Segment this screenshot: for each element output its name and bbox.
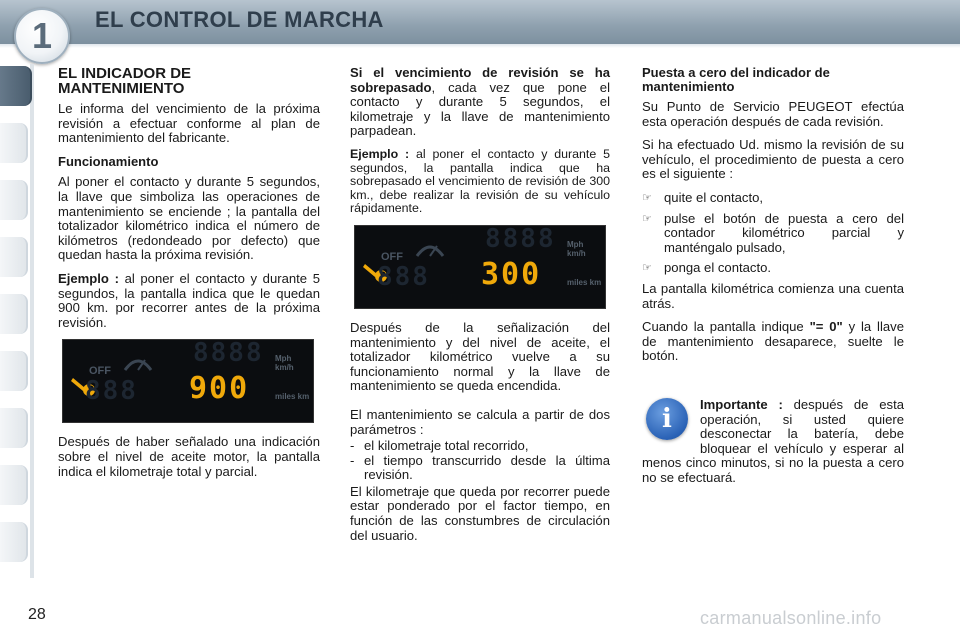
example-label: Ejemplo : <box>58 270 119 286</box>
example-text-2: al poner el contacto y durante 5 segundos, la pantalla indica que ha sobrepasado el vencimiento de revisión de 300 km., debe realizar la revisión de su vehículo rápidamente. <box>350 146 611 216</box>
chapter-tab-9[interactable] <box>0 522 28 562</box>
example-paragraph-2 <box>350 148 610 216</box>
overdue-bold: Si el vencimiento de revisión se ha sobrepasado <box>350 65 610 95</box>
reset-heading: Puesta a cero del indicador de mantenimiento <box>642 65 830 94</box>
important-label: Importante : <box>700 396 783 412</box>
speed-unit: Mph km/h <box>275 354 294 373</box>
page-number: 28 <box>28 606 46 623</box>
chapter-tab-1[interactable] <box>0 66 32 106</box>
display-text-b: y la llave de mantenimiento desaparece, suelte le botón. <box>642 319 904 364</box>
chapter-tabs <box>0 66 34 579</box>
dashboard-display-900 <box>62 339 314 423</box>
chapter-badge: 1 <box>14 8 70 64</box>
parameter-1: el kilometraje total recorrido, <box>364 438 529 454</box>
section-title: EL INDICADOR DE MANTENIMIENTO <box>58 65 192 97</box>
important-text: después de esta operación, si usted quiere desconectar la batería, debe bloquear el vehículo y esperar al menos cinco minutos, si no la puesta a cero no se efectuará. <box>642 396 905 485</box>
chapter-tab-4[interactable] <box>0 237 28 277</box>
chapter-tab-2[interactable] <box>0 123 28 163</box>
example-paragraph <box>58 272 320 330</box>
off-label: OFF <box>381 250 403 263</box>
off-label: OFF <box>89 365 111 378</box>
left-digits: 888 <box>85 376 138 407</box>
remaining-km-value: 900 <box>189 371 250 407</box>
after-signal-text: Después de haber señalado una indicación sobre el nivel de aceite motor, la pantalla indica el kilometraje total y parcial. <box>58 434 320 479</box>
countdown-text: La pantalla kilométrica comienza una cuenta atrás. <box>642 280 904 311</box>
distance-unit: miles km <box>567 277 602 287</box>
step-2: pulse el botón de puesta a cero del contador kilométrico parcial y manténgalo pulsado, <box>664 210 904 255</box>
finger-pointing-icon: ☞ <box>642 262 652 275</box>
reset-intro: Su Punto de Servicio PEUGEOT efectúa esta operación después de cada revisión. <box>642 99 904 129</box>
finger-pointing-icon: ☞ <box>642 212 652 225</box>
after-signal-text-2: Después de la señalización del mantenimiento y del nivel de aceite, el totalizador kilométrico vuelve a su funcionamiento normal y la llave de mantenimiento se queda encendida. <box>350 319 610 394</box>
chapter-tab-8[interactable] <box>0 465 28 505</box>
example-label-2: Ejemplo : <box>350 146 410 161</box>
watermark: carmanualsonline.info <box>700 608 882 628</box>
example-text: al poner el contacto y durante 5 segundos, la pantalla indica que le quedan 900 km. por recorrer antes de la próxima revisión. <box>58 270 320 330</box>
oil-can-icon <box>413 236 447 262</box>
chapter-tab-5[interactable] <box>0 294 28 334</box>
chapter-tab-6[interactable] <box>0 351 28 391</box>
speed-unit: Mph km/h <box>567 239 586 258</box>
list-item <box>642 191 904 206</box>
column-3 <box>642 66 904 494</box>
list-item: - el tiempo transcurrido desde la última revisión. <box>350 452 610 483</box>
overdue-km-value: 300 <box>481 256 542 292</box>
top-digits: 8888 <box>193 338 264 369</box>
overdue-paragraph <box>350 66 610 139</box>
top-digits: 8888 <box>485 223 556 254</box>
display-text-a: Cuando la pantalla indique <box>642 319 810 335</box>
header-divider <box>0 44 960 48</box>
left-digits: 888 <box>377 261 430 292</box>
info-icon: i <box>646 398 688 440</box>
display-value: "= 0" <box>809 319 843 335</box>
finger-pointing-icon: ☞ <box>642 191 652 204</box>
closing-text: El kilometraje que queda por recorrer puede estar ponderado por el factor tiempo, en función de las constumbres de circulación del usuario. <box>350 483 610 543</box>
page-title: EL CONTROL DE MARCHA <box>95 7 384 32</box>
step-3: ponga el contacto. <box>664 260 772 276</box>
step-1: quite el contacto, <box>664 189 763 205</box>
operation-heading: Funcionamiento <box>58 153 159 169</box>
list-item <box>642 261 904 276</box>
intro-text: Le informa del vencimiento de la próxima revisión a efectuar conforme al plan de mantenimiento del fabricante. <box>58 101 320 146</box>
important-note <box>642 398 904 486</box>
column-1 <box>58 66 320 488</box>
display-zero-paragraph <box>642 320 904 364</box>
distance-unit: miles km <box>275 392 310 402</box>
overdue-text: , cada vez que pone el contacto y durante 5 segundos, el kilometraje y la llave de mantenimiento parpadean. <box>350 79 610 139</box>
calculation-text: El mantenimiento se calcula a partir de dos parámetros : <box>350 406 610 437</box>
list-item: - el kilometraje total recorrido, <box>350 438 529 454</box>
dashboard-display-300 <box>354 225 606 309</box>
operation-text: Al poner el contacto y durante 5 segundos, la llave que simboliza las operaciones de mantenimiento se enciende ; la pantalla del totalizador kilométrico indica el número de kilómetros (redondeado por defecto) que quedan hasta la próxima revisión. <box>58 174 320 263</box>
chapter-tab-7[interactable] <box>0 408 28 448</box>
oil-can-icon <box>121 350 155 376</box>
self-service-text: Si ha efectuado Ud. mismo la revisión de su vehículo, el procedimiento de puesta a cero es el siguiente : <box>642 137 904 182</box>
list-item <box>642 212 904 256</box>
parameters-list <box>350 439 610 483</box>
parameter-2: el tiempo transcurrido desde la última revisión. <box>364 452 610 483</box>
chapter-tab-3[interactable] <box>0 180 28 220</box>
column-2 <box>350 66 610 552</box>
